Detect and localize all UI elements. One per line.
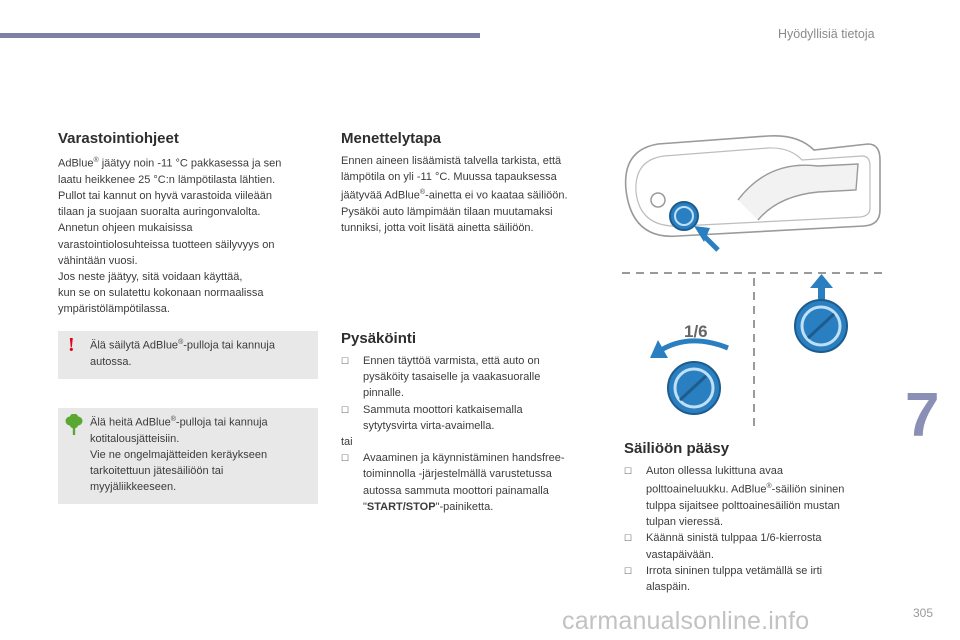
tree-icon: [64, 414, 84, 436]
parking-step-3: ☐ Avaaminen ja käynnistäminen handsfree- toiminnolla -järjestelmällä varustetussa autossa sammuta moottori painamalla "START/STOP"-painiketta.: [341, 452, 565, 513]
eco-text: Älä heitä AdBlue®-pulloja tai kannuja kotitalousjätteisiin. Vie ne ongelmajätteiden keräykseen tarkoitettuun jätesäiliöön tai myyjäliikkeeseen.: [90, 416, 268, 494]
exclamation-icon: !: [68, 334, 75, 356]
rotation-label: 1/6: [684, 322, 708, 341]
storage-title: Varastointiohjeet: [58, 130, 179, 147]
tank-step-2: ☐ Käännä sinistä tulppaa 1/6-kierrosta vastapäivään.: [624, 532, 822, 561]
page-number: 305: [913, 606, 934, 620]
checkbox-icon: ☐: [341, 453, 350, 464]
tank-step-3: ☐ Irrota sininen tulppa vetämällä se irti alaspäin.: [624, 564, 823, 594]
header-bar: [0, 33, 480, 38]
section-title: Hyödyllisiä tietoja: [778, 27, 875, 41]
parking-step-2: ☐ Sammuta moottori katkaisemalla sytytysvirta virta-avaimella.: [341, 403, 523, 432]
warning-note: [58, 331, 318, 379]
watermark: carmanualsonline.info: [562, 607, 810, 635]
parking-step-1: ☐ Ennen täyttöä varmista, että auto on pysäköity tasaiselle ja vaakasuoralle pinnalle.: [341, 355, 541, 400]
procedure-text: Ennen aineen lisäämistä talvella tarkista, että lämpötila on yli -11 °C. Muussa tapauksessa jäätyvää AdBlue®-ainetta ei vo kaataa säiliöön. Pysäköi auto lämpimään tilaan muutamaksi tunniksi, jotta voit lisätä ainetta säiliöön.: [341, 155, 568, 235]
parking-title: Pysäköinti: [341, 330, 417, 347]
checkbox-icon: ☐: [341, 356, 350, 366]
or-label: tai: [341, 436, 353, 449]
tank-access-steps: [624, 463, 904, 595]
tank-step-1: ☐ Auton ollessa lukittuna avaa polttoaineluukku. AdBlue®-säiliön sininen tulppa sijaitsee polttoainesäiliön mustan tulpan vieressä.: [624, 465, 845, 529]
adblue-cap-illustration: [618, 130, 890, 430]
storage-text: AdBlue® jäätyy noin -11 °C pakkasessa ja sen laatu heikkenee 25 °C:n lämpötilasta lähtien. Pullot tai kannut on hyvä varastoida viileään tilaan ja suojaan suoralta auringonvalolta. Annetun ohjeen mukaisissa varastointiolosuhteissa tuotteen säilyvyys on vähintään vuosi. Jos neste jäätyy, sitä voidaan käyttää, kun se on sulatettu kokonaan normaalissa ympäristölämpötilassa.: [58, 157, 282, 316]
parking-steps: [341, 353, 606, 515]
eco-note: [58, 408, 318, 504]
checkbox-icon: ☐: [624, 466, 633, 476]
checkbox-icon: ☐: [624, 565, 633, 576]
warning-text: Älä säilytä AdBlue®-pulloja tai kannuja autossa.: [90, 339, 275, 368]
checkbox-icon: ☐: [341, 404, 350, 415]
tank-access-title: Säiliöön pääsy: [624, 440, 730, 457]
procedure-title: Menettelytapa: [341, 130, 442, 147]
rotate-arrow-icon: [658, 341, 728, 352]
checkbox-icon: ☐: [624, 533, 633, 544]
start-stop-label: START/STOP: [366, 500, 436, 513]
chapter-number: 7: [905, 381, 940, 450]
